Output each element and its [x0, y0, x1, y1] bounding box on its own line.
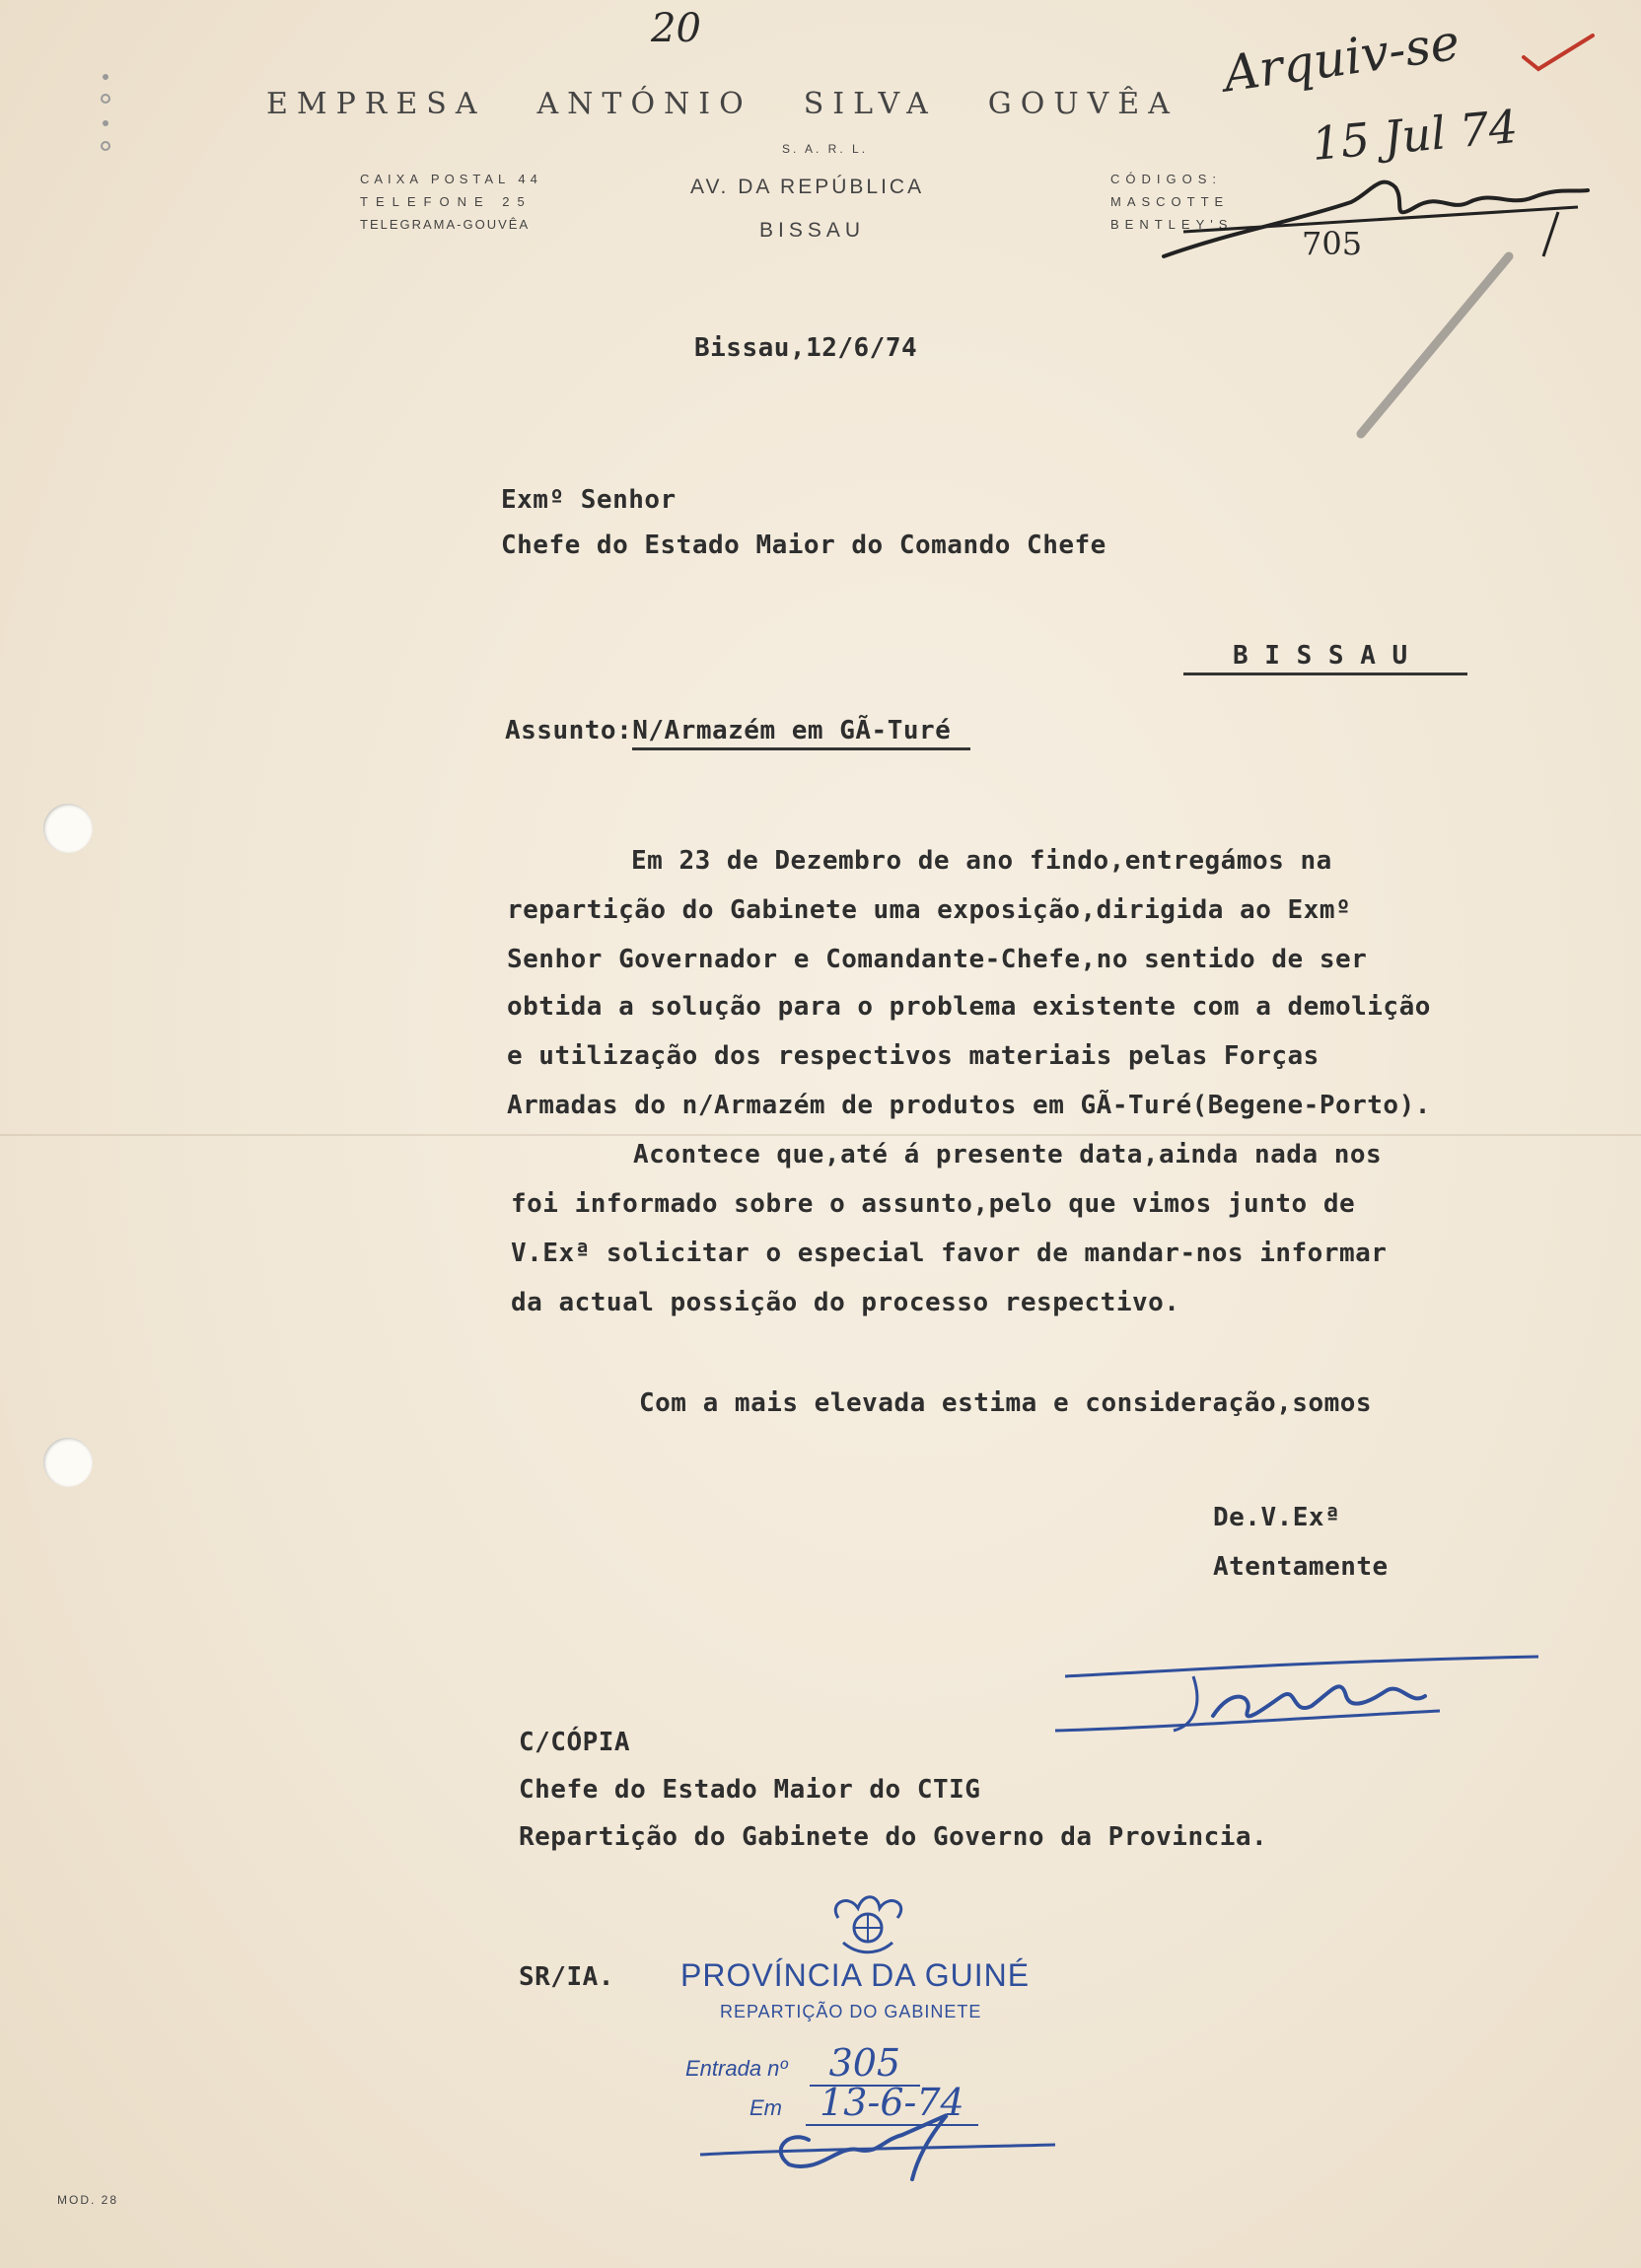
- body-line: e utilização dos respectivos materiais pelas Forças: [507, 1041, 1320, 1071]
- punch-hole-bottom: [43, 1438, 93, 1487]
- company-name: [266, 87, 1230, 121]
- codes-line: BENTLEY'S: [1110, 217, 1234, 232]
- company-word: GOUVÊA: [987, 87, 1178, 121]
- closing-line: Com a mais elevada estima e consideração,somos: [639, 1388, 1373, 1418]
- check-mark-icon: [1519, 28, 1598, 77]
- codes-line: CÓDIGOS:: [1110, 172, 1223, 186]
- stamp-entry: [685, 2041, 920, 2085]
- pencil-stroke: [1341, 247, 1529, 444]
- binding-marks: [99, 69, 112, 158]
- body-line: obtida a solução para o problema existente com a demolição: [507, 992, 1431, 1022]
- stamp-entry-label: Entrada nº: [685, 2056, 788, 2081]
- coat-of-arms-icon: [819, 1888, 917, 1957]
- contact-line: TELEFONE 25: [360, 194, 533, 209]
- stamp-date-value: 13-6-74: [806, 2081, 978, 2126]
- subject-text: N/Armazém em GÃ-Turé: [632, 716, 970, 750]
- body-line: V.Exª solicitar o especial favor de mandar-nos informar: [511, 1239, 1388, 1268]
- paper-fold: [0, 1134, 1641, 1136]
- punch-hole-top: [43, 804, 93, 853]
- letter-date: Bissau,12/6/74: [694, 333, 918, 363]
- stamp-entry-number: 305: [810, 2041, 921, 2087]
- handwritten-signature: [1045, 1637, 1558, 1745]
- subject-line: [505, 716, 970, 745]
- stamp-subtitle: REPARTIÇÃO DO GABINETE: [720, 2002, 982, 2021]
- body-line: da actual possição do processo respectivo.: [511, 1288, 1180, 1317]
- sign-off-line: De.V.Exª: [1213, 1503, 1341, 1532]
- contact-block: [360, 168, 542, 236]
- body-line: foi informado sobre o assunto,pelo que vimos junto de: [511, 1189, 1356, 1219]
- page-number: 20: [651, 6, 701, 51]
- company-word: ANTÓNIO: [536, 87, 752, 121]
- reference-number: 705: [1302, 225, 1363, 262]
- company-word: SILVA: [803, 87, 937, 121]
- copy-recipient: Chefe do Estado Maior do CTIG: [519, 1775, 981, 1805]
- typist-initials: SR/IA.: [519, 1962, 614, 1992]
- stamp-signature: [690, 2100, 1065, 2189]
- recipient: Chefe do Estado Maior do Comando Chefe: [501, 531, 1106, 560]
- copy-label: C/CÓPIA: [519, 1728, 631, 1757]
- form-code: MOD. 28: [57, 2193, 119, 2207]
- received-date: 15 Jul 74: [1310, 99, 1521, 172]
- body-line: Acontece que,até á presente data,ainda nada nos: [633, 1140, 1383, 1169]
- subject-label: Assunto:: [505, 716, 633, 745]
- company-word: EMPRESA: [266, 87, 486, 121]
- company-type: S. A. R. L.: [782, 142, 869, 156]
- recipient-city: B I S S A U: [1183, 641, 1467, 675]
- stamp-title: PROVÍNCIA DA GUINÉ: [680, 1957, 1031, 1993]
- company-city: BISSAU: [759, 219, 866, 242]
- company-address: AV. DA REPÚBLICA: [690, 176, 925, 198]
- body-line: Senhor Governador e Comandante-Chefe,no sentido de ser: [507, 945, 1368, 974]
- salutation: Exmº Senhor: [501, 485, 677, 515]
- sign-off-line: Atentamente: [1213, 1552, 1389, 1582]
- body-line: Armadas do n/Armazém de produtos em GÃ-Turé(Begene-Porto).: [507, 1091, 1431, 1120]
- archive-note: Arquiv-se: [1220, 13, 1463, 104]
- contact-line: TELEGRAMA-GOUVÊA: [360, 217, 531, 232]
- contact-line: CAIXA POSTAL 44: [360, 172, 542, 186]
- copy-recipient: Repartição do Gabinete do Governo da Provincia.: [519, 1822, 1268, 1852]
- body-line: repartição do Gabinete uma exposição,dirigida ao Exmº: [507, 895, 1352, 925]
- codes-line: MASCOTTE: [1110, 194, 1230, 209]
- body-line: Em 23 de Dezembro de ano findo,entregámos na: [631, 846, 1332, 876]
- stamp-date-label: Em: [749, 2095, 782, 2120]
